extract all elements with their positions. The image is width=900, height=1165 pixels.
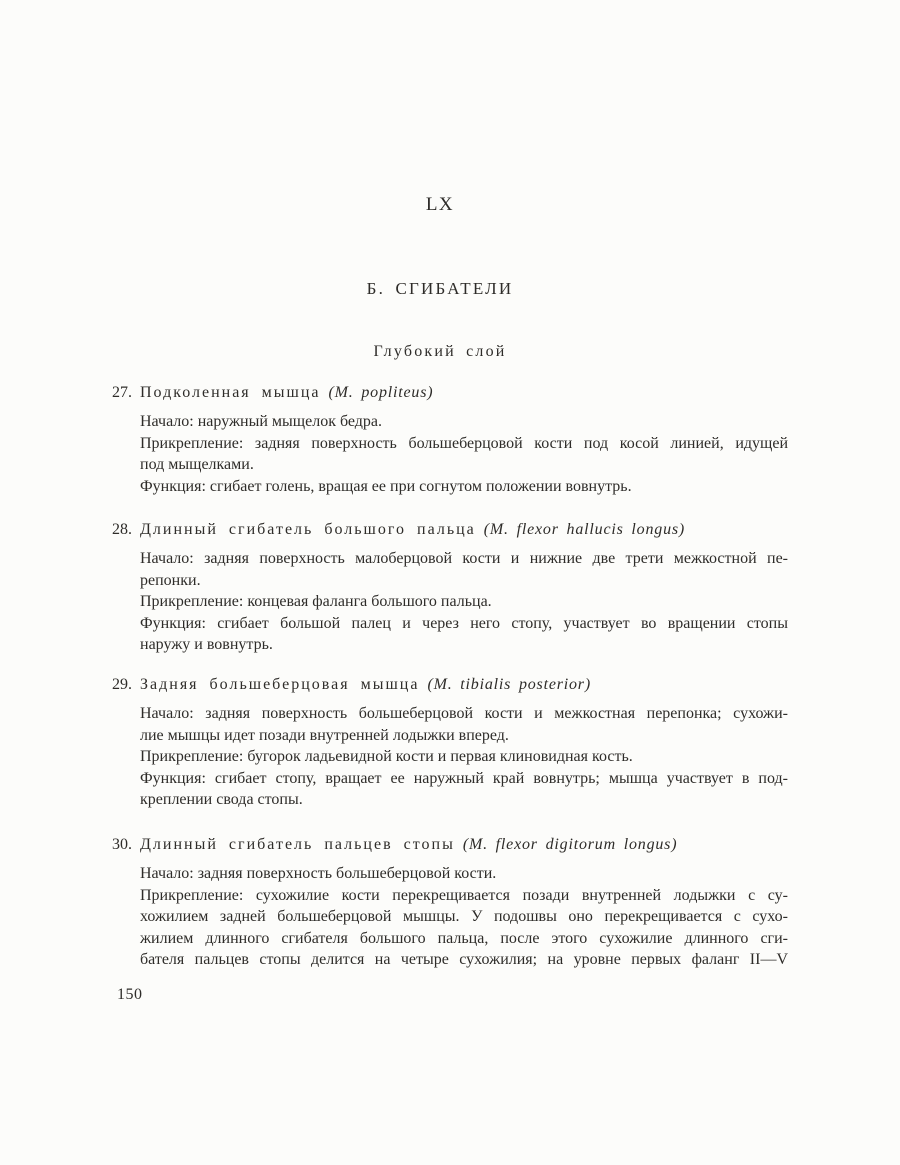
text-line: Прикрепление: концевая фаланга большого пальца. bbox=[140, 593, 492, 610]
text-line: Начало: задняя поверхность большеберцовой кости и межкостная перепонка; сухожи- bbox=[140, 705, 788, 722]
text-line: репонки. bbox=[140, 571, 201, 589]
entry-body bbox=[112, 863, 788, 971]
text-line: бателя пальцев стопы делится на четыре сухожилия; на уровне первых фаланг II—V bbox=[140, 951, 788, 968]
entry-heading bbox=[112, 518, 788, 542]
text-line: хожилием задней большеберцовой мышцы. У подошвы оно перекрещивается с сухо- bbox=[140, 908, 788, 925]
muscle-name-ru: Длинный сгибатель большого пальца bbox=[140, 521, 476, 538]
entry-body bbox=[112, 703, 788, 811]
text-line: Прикрепление: бугорок ладьевидной кости и первая клиновидная кость. bbox=[140, 748, 633, 765]
text-line: креплении свода стопы. bbox=[140, 791, 303, 808]
text-line: Прикрепление: задняя поверхность большеберцовой кости под косой линией, идущей bbox=[140, 434, 788, 452]
entry-heading bbox=[112, 381, 788, 405]
text-line: жилием длинного сгибателя большого пальца, после этого сухожилие длинного сги- bbox=[140, 929, 788, 947]
muscle-name-ru: Задняя большеберцовая мышца bbox=[140, 676, 420, 693]
entry-number: 27. bbox=[112, 384, 132, 401]
entry-heading bbox=[112, 673, 788, 697]
chapter-numeral: LX bbox=[425, 194, 455, 215]
page-number: 150 bbox=[117, 986, 143, 1003]
entry-27-popliteus bbox=[112, 381, 788, 497]
subsection-title: Глубокий слой bbox=[373, 343, 507, 360]
text-line: Функция: сгибает голень, вращая ее при согнутом положении вовнутрь. bbox=[140, 477, 632, 495]
entry-number: 30. bbox=[112, 836, 132, 853]
muscle-name-latin: (M. popliteus) bbox=[328, 384, 434, 401]
muscle-name-latin: (M. flexor digitorum longus) bbox=[462, 836, 678, 853]
text-line: Функция: сгибает большой палец и через него стопу, участвует во вращении стопы bbox=[140, 614, 788, 632]
text-line: Прикрепление: сухожилие кости перекрещивается позади внутренней лодыжки с су- bbox=[140, 886, 788, 904]
text-line: лие мышцы идет позади внутренней лодыжки вперед. bbox=[140, 726, 509, 744]
muscle-name-latin: (M. tibialis posterior) bbox=[427, 676, 591, 693]
entry-29-tibialis-posterior bbox=[112, 673, 788, 811]
entry-number: 28. bbox=[112, 521, 132, 538]
text-line: Функция: сгибает стопу, вращает ее наружный край вовнутрь; мышца участвует в под- bbox=[140, 769, 788, 787]
muscle-name-ru: Длинный сгибатель пальцев стопы bbox=[140, 836, 455, 853]
section-title: Б. СГИБАТЕЛИ bbox=[366, 279, 514, 298]
muscle-name-ru: Подколенная мышца bbox=[140, 384, 321, 401]
entry-30-flexor-digitorum-longus bbox=[112, 833, 788, 971]
entry-body bbox=[112, 411, 788, 497]
muscle-name-latin: (M. flexor hallucis longus) bbox=[483, 521, 686, 538]
text-line: Начало: наружный мыщелок бедра. bbox=[140, 413, 383, 430]
text-line: Начало: задняя поверхность малоберцовой кости и нижние две трети межкостной пе- bbox=[140, 550, 788, 567]
entry-number: 29. bbox=[112, 676, 132, 693]
text-line: под мыщелками. bbox=[140, 456, 254, 473]
entry-28-flexor-hallucis-longus bbox=[112, 518, 788, 656]
text-line: Начало: задняя поверхность большеберцовой кости. bbox=[140, 865, 497, 882]
entry-body bbox=[112, 548, 788, 656]
text-line: наружу и вовнутрь. bbox=[140, 636, 273, 653]
entry-heading bbox=[112, 833, 788, 857]
